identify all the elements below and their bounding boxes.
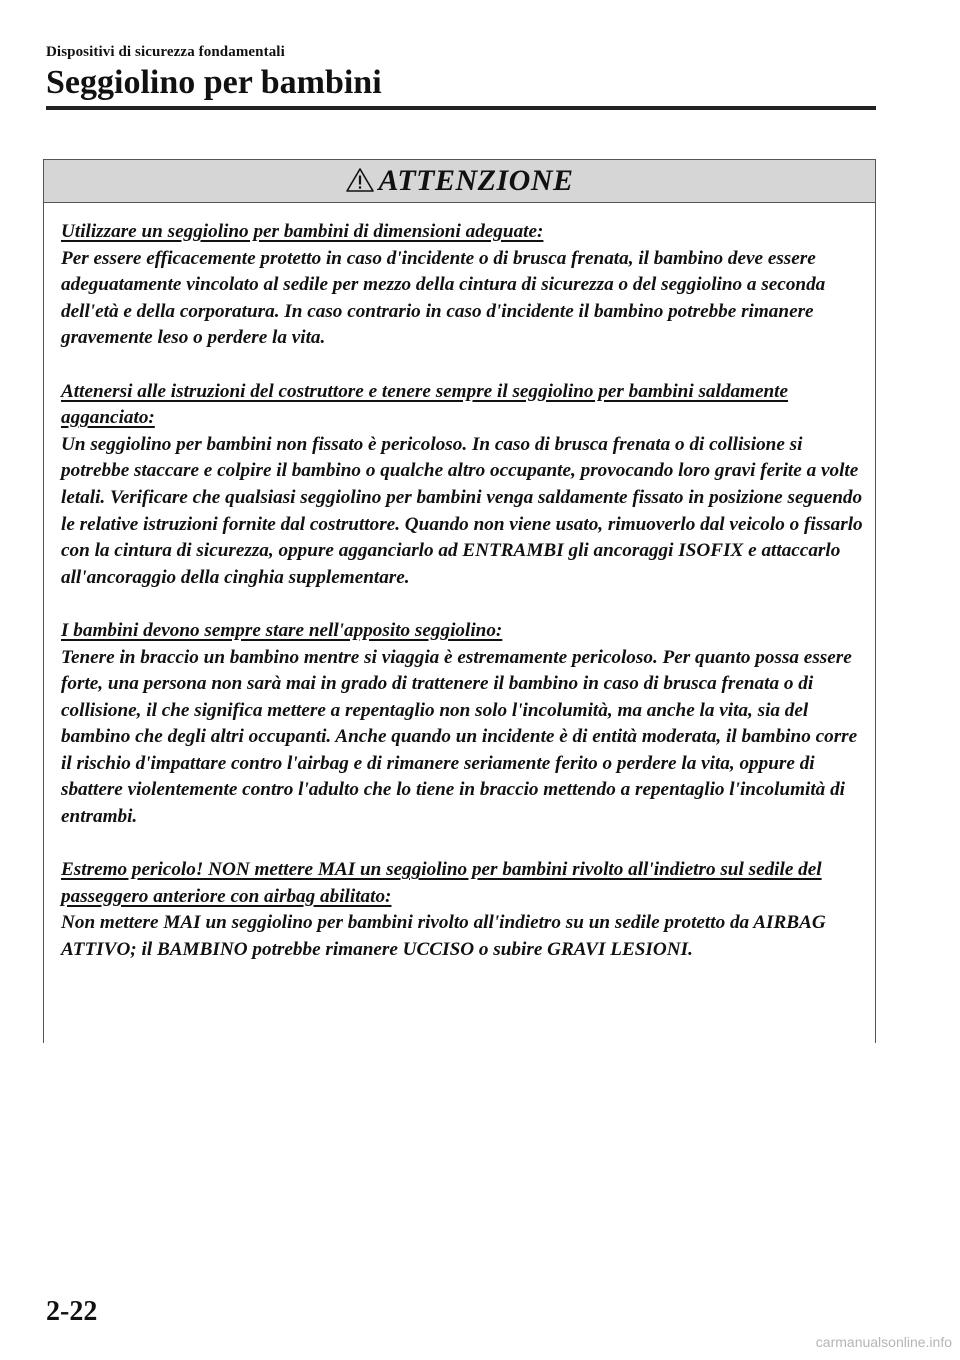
paragraph-text: Non mettere MAI un seggiolino per bambini rivolto all'indietro su un sedile protetto da AIRBAG ATTIVO; il BAMBINO potrebbe rimanere UCCISO o subire GRAVI LESIONI. xyxy=(61,912,826,961)
paragraph-text: Per essere efficacemente protetto in caso d'incidente o di brusca frenata, il bambino deve essere adeguatamente vincolato al sedile per mezzo della cintura di sicurezza o del seggiolino a seconda dell'età e della corporatura. In caso contrario in caso d'incidente il bambino potrebbe rimanere gravemente leso o perdere la vita. xyxy=(61,247,826,349)
warning-paragraph xyxy=(61,857,865,963)
warning-paragraph xyxy=(61,379,865,592)
paragraph-heading: I bambini devono sempre stare nell'apposito seggiolino: xyxy=(61,619,503,641)
paragraph-heading: Estremo pericolo! NON mettere MAI un seggiolino per bambini rivolto all'indietro sul sedile del passeggero anteriore con airbag abilitato: xyxy=(61,859,822,907)
warning-box xyxy=(43,159,876,1043)
paragraph-text: Tenere in braccio un bambino mentre si viaggia è estremamente pericoloso. Per quanto possa essere forte, una persona non sarà mai in grado di trattenere il bambino in caso di brusca frenata o di collisione, il che significa mettere a repentaglio non solo l'incolumità, ma anche la vita, sia del bambino che degli altri occupanti. Anche quando un incidente è di entità moderata, il bambino corre il rischio d'impattare contro l'airbag e di rimanere seriamente ferito o perdere la vita, oppure di sbattere violentemente contro l'adulto che lo tiene in braccio mettendo a repentaglio l'incolumità di entrambi. xyxy=(61,646,858,828)
paragraph-text: Un seggiolino per bambini non fissato è pericoloso. In caso di brusca frenata o di collisione si potrebbe staccare e colpire il bambino o qualche altro occupante, provocando loro gravi ferite a volte letali. Verificare che qualsiasi seggiolino per bambini venga saldamente fissato in posizione seguendo le relative istruzioni fornite dal costruttore. Quando non viene usato, rimuoverlo dal veicolo o fissarlo con la cintura di sicurezza, oppure agganciarlo ad ENTRAMBI gli ancoraggi ISOFIX e attaccarlo all'ancoraggio della cinghia supplementare. xyxy=(61,433,863,588)
warning-header xyxy=(44,160,875,203)
watermark: carmanualsonline.info xyxy=(815,1334,952,1350)
warning-paragraph xyxy=(61,219,865,352)
warning-paragraph xyxy=(61,618,865,831)
warning-triangle-icon xyxy=(345,167,375,193)
page-title: Seggiolino per bambini xyxy=(46,64,382,101)
warning-body xyxy=(44,203,875,964)
paragraph-heading: Utilizzare un seggiolino per bambini di dimensioni adeguate: xyxy=(61,221,544,242)
warning-title: ATTENZIONE xyxy=(378,164,574,197)
title-rule xyxy=(46,106,876,110)
page-number: 2-22 xyxy=(46,1296,98,1327)
section-label: Dispositivi di sicurezza fondamentali xyxy=(46,44,285,60)
paragraph-heading: Attenersi alle istruzioni del costruttore e tenere sempre il seggiolino per bambini saldamente agganciato: xyxy=(61,380,789,429)
